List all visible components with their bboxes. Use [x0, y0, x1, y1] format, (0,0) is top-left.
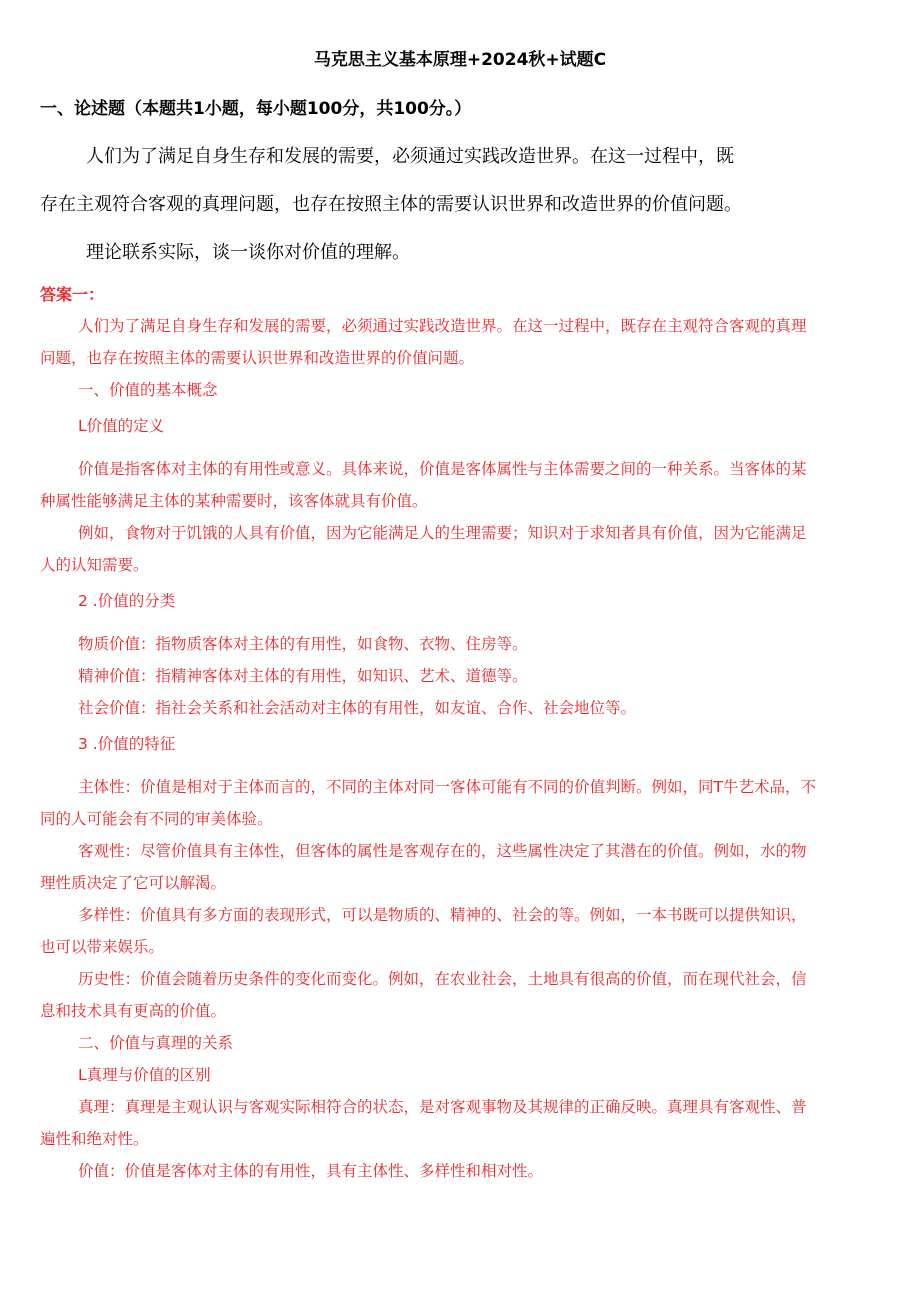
- feature-historicity-line-2: 息和技术具有更高的价值。: [40, 1002, 227, 1020]
- heading-value-truth-relation: 二、价值与真理的关系: [78, 1034, 234, 1052]
- feature-diversity-line-2: 也可以带来娱乐。: [40, 938, 165, 956]
- feature-diversity-line-1: 多样性：价值具有多方面的表现形式，可以是物质的、精神的、社会的等。例如，一本书既可以提供知识，: [78, 906, 807, 924]
- question-line-2: 存在主观符合客观的真理问题，也存在按照主体的需要认识世界和改造世界的价值问题。: [40, 194, 742, 215]
- value-line: 价值：价值是客体对主体的有用性，具有主体性、多样性和相对性。: [78, 1162, 544, 1180]
- example-line-1: 例如，食物对于饥饿的人具有价值，因为它能满足人的生理需要；知识对于求知者具有价值，因为它能满足: [78, 524, 807, 542]
- definition-line-1: 价值是指客体对主体的有用性或意义。具体来说，价值是客体属性与主体需要之间的一种关系。当客体的某: [78, 460, 807, 478]
- answer-intro-line-2: 问题，也存在按照主体的需要认识世界和改造世界的价值问题。: [40, 349, 475, 367]
- heading-basic-concept: 一、价值的基本概念: [78, 381, 218, 399]
- section-heading: 一、论述题（本题共1小题，每小题100分，共100分。）: [40, 99, 472, 119]
- example-line-2: 人的认知需要。: [40, 556, 149, 574]
- feature-subjectivity-line-1: 主体性：价值是相对于主体而言的，不同的主体对同一客体可能有不同的价值判断。例如，同T牛艺术品，不: [78, 778, 816, 796]
- feature-objectivity-line-1: 客观性：尽管价值具有主体性，但客体的属性是客观存在的，这些属性决定了其潜在的价值。例如，水的物: [78, 842, 807, 860]
- page-title: 马克思主义基本原理+2024秋+试题C: [313, 50, 607, 70]
- category-material: 物质价值：指物质客体对主体的有用性，如食物、衣物、住房等。: [78, 635, 528, 653]
- feature-subjectivity-line-2: 同的人可能会有不同的审美体验。: [40, 810, 273, 828]
- category-spiritual: 精神价值：指精神客体对主体的有用性，如知识、艺术、道德等。: [78, 667, 528, 685]
- question-line-3: 理论联系实际，谈一谈你对价值的理解。: [86, 242, 410, 263]
- category-social: 社会价值：指社会关系和社会活动对主体的有用性，如友谊、合作、社会地位等。: [78, 699, 637, 717]
- answer-label: 答案一：: [40, 285, 105, 304]
- feature-historicity-line-1: 历史性：价值会随着历史条件的变化而变化。例如，在农业社会，土地具有很高的价值，而在现代社会，信: [78, 970, 807, 988]
- subheading-features: 3 .价值的特征: [78, 735, 176, 753]
- subheading-difference: L真理与价值的区别: [78, 1066, 211, 1084]
- subheading-definition: L价值的定义: [78, 417, 165, 435]
- feature-objectivity-line-2: 理性质决定了它可以解渴。: [40, 874, 227, 892]
- question-line-1: 人们为了满足自身生存和发展的需要，必须通过实践改造世界。在这一过程中，既: [86, 146, 734, 167]
- answer-intro-line-1: 人们为了满足自身生存和发展的需要，必须通过实践改造世界。在这一过程中，既存在主观符合客观的真理: [78, 317, 807, 335]
- definition-line-2: 种属性能够满足主体的某种需要时，该客体就具有价值。: [40, 492, 428, 510]
- subheading-classification: 2 .价值的分类: [78, 592, 176, 610]
- truth-line-2: 遍性和绝对性。: [40, 1130, 149, 1148]
- truth-line-1: 真理：真理是主观认识与客观实际相符合的状态，是对客观事物及其规律的正确反映。真理具有客观性、普: [78, 1098, 807, 1116]
